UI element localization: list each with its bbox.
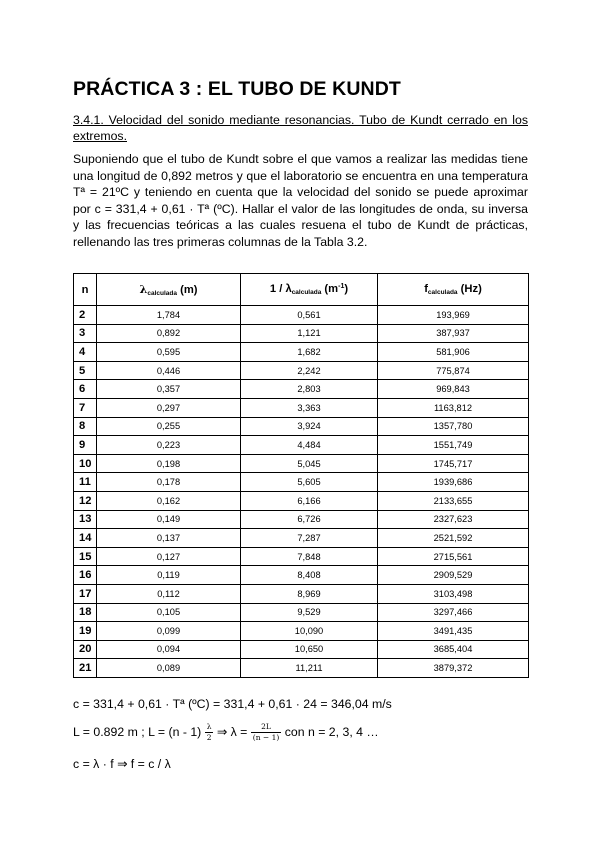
cell-inverse-lambda: 10,650: [241, 640, 378, 659]
cell-frequency: 1357,780: [378, 417, 529, 436]
cell-frequency: 1745,717: [378, 454, 529, 473]
table-row: [74, 491, 529, 510]
cell-frequency: 3103,498: [378, 584, 529, 603]
cell-n: 13: [74, 510, 97, 529]
cell-lambda: 0,297: [97, 398, 241, 417]
cell-n: 8: [74, 417, 97, 436]
cell-n: 20: [74, 640, 97, 659]
cell-lambda: 0,089: [97, 659, 241, 678]
cell-inverse-lambda: 1,121: [241, 324, 378, 343]
cell-inverse-lambda: 7,848: [241, 547, 378, 566]
table-row: [74, 659, 529, 678]
cell-lambda: 0,105: [97, 603, 241, 622]
cell-n: 4: [74, 343, 97, 362]
cell-inverse-lambda: 2,803: [241, 380, 378, 399]
table-row: [74, 547, 529, 566]
cell-frequency: 2715,561: [378, 547, 529, 566]
wavelength-equation: L = 0.892 m ; L = (n - 1) $\frac{\lambda}{2}$ ⇒ λ = $\frac{2L}{(n - 1)}$ con n = 2, 3, 4 …: [73, 722, 379, 742]
cell-n: 18: [74, 603, 97, 622]
cell-n: 17: [74, 584, 97, 603]
table-header-row: [74, 274, 529, 306]
cell-inverse-lambda: 8,408: [241, 566, 378, 585]
table-row: [74, 603, 529, 622]
cell-lambda: 0,099: [97, 622, 241, 641]
cell-n: 9: [74, 436, 97, 455]
table-row: [74, 510, 529, 529]
page-title: PRÁCTICA 3 : EL TUBO DE KUNDT: [73, 78, 401, 100]
cell-lambda: 0,198: [97, 454, 241, 473]
header-inverse-lambda: $1 / \lambda_{calculada}$ $(m^{-1})$: [241, 274, 378, 306]
cell-frequency: 2327,623: [378, 510, 529, 529]
problem-statement: Suponiendo que el tubo de Kundt sobre el que vamos a realizar las medidas tiene una longitud de 0,892 metros y que el laboratorio se encuentra en una temperatura Tª = 21ºC y teniendo en cuenta que la velocidad del sonido se puede aproximar por c = 331,4 + 0,61 · Tª (ºC). Hallar el valor de las longitudes de onda, su inversa y las frecuencias teóricas a las cuales resuena el tubo de Kundt de prácticas, rellenando las tres primeras columnas de la Tabla 3.2.: [73, 152, 528, 249]
cell-n: 21: [74, 659, 97, 678]
header-n: n: [74, 274, 97, 306]
cell-inverse-lambda: 0,561: [241, 306, 378, 325]
cell-lambda: 0,149: [97, 510, 241, 529]
cell-inverse-lambda: 6,166: [241, 491, 378, 510]
cell-lambda: 0,127: [97, 547, 241, 566]
cell-inverse-lambda: 11,211: [241, 659, 378, 678]
cell-inverse-lambda: 6,726: [241, 510, 378, 529]
cell-frequency: 2133,655: [378, 491, 529, 510]
cell-frequency: 775,874: [378, 361, 529, 380]
cell-n: 6: [74, 380, 97, 399]
cell-frequency: 3491,435: [378, 622, 529, 641]
cell-n: 16: [74, 566, 97, 585]
cell-lambda: 0,446: [97, 361, 241, 380]
cell-inverse-lambda: 8,969: [241, 584, 378, 603]
table-row: [74, 454, 529, 473]
cell-lambda: 0,178: [97, 473, 241, 492]
section-heading: 3.4.1. Velocidad del sonido mediante resonancias. Tubo de Kundt cerrado en los extremos.: [73, 113, 528, 143]
cell-frequency: 969,843: [378, 380, 529, 399]
table-row: [74, 584, 529, 603]
cell-inverse-lambda: 4,484: [241, 436, 378, 455]
sound-speed-equation: c = 331,4 + 0,61 · Tª (ºC) = 331,4 + 0,61 · 24 = 346,04 m/s: [73, 697, 392, 711]
header-lambda: $\lambda_{calculada}$ (m): [97, 274, 241, 306]
cell-frequency: 2521,592: [378, 529, 529, 548]
cell-lambda: 0,595: [97, 343, 241, 362]
cell-inverse-lambda: 7,287: [241, 529, 378, 548]
cell-lambda: 0,357: [97, 380, 241, 399]
table-row: [74, 361, 529, 380]
table-row: [74, 473, 529, 492]
table-row: [74, 306, 529, 325]
cell-lambda: 0,137: [97, 529, 241, 548]
table-row: [74, 640, 529, 659]
cell-n: 19: [74, 622, 97, 641]
cell-n: 11: [74, 473, 97, 492]
cell-n: 14: [74, 529, 97, 548]
cell-lambda: 0,892: [97, 324, 241, 343]
cell-inverse-lambda: 9,529: [241, 603, 378, 622]
fraction-lambda-over-2: $\frac{\lambda}{2}$: [206, 722, 212, 742]
cell-lambda: 0,119: [97, 566, 241, 585]
header-frequency: $f_{calculada}$ (Hz): [378, 274, 529, 306]
table-row: [74, 622, 529, 641]
cell-lambda: 0,255: [97, 417, 241, 436]
cell-frequency: 193,969: [378, 306, 529, 325]
cell-lambda: 0,112: [97, 584, 241, 603]
cell-frequency: 2909,529: [378, 566, 529, 585]
cell-inverse-lambda: 5,045: [241, 454, 378, 473]
cell-inverse-lambda: 5,605: [241, 473, 378, 492]
table-row: [74, 343, 529, 362]
cell-lambda: 1,784: [97, 306, 241, 325]
table-row: [74, 566, 529, 585]
table-row: [74, 529, 529, 548]
cell-n: 3: [74, 324, 97, 343]
cell-n: 12: [74, 491, 97, 510]
frequency-equation: c = λ · f ⇒ f = c / λ: [73, 757, 171, 771]
cell-inverse-lambda: 3,363: [241, 398, 378, 417]
cell-frequency: 3297,466: [378, 603, 529, 622]
table-row: [74, 380, 529, 399]
cell-n: 2: [74, 306, 97, 325]
cell-n: 7: [74, 398, 97, 417]
cell-inverse-lambda: 10,090: [241, 622, 378, 641]
cell-frequency: 3879,372: [378, 659, 529, 678]
table-row: [74, 398, 529, 417]
cell-frequency: 1163,812: [378, 398, 529, 417]
table-row: [74, 324, 529, 343]
fraction-2l-over-n-minus-1: $\frac{2L}{(n - 1)}$: [252, 722, 280, 742]
cell-n: 10: [74, 454, 97, 473]
cell-lambda: 0,223: [97, 436, 241, 455]
cell-inverse-lambda: 3,924: [241, 417, 378, 436]
cell-frequency: 581,906: [378, 343, 529, 362]
table-row: [74, 436, 529, 455]
cell-frequency: 3685,404: [378, 640, 529, 659]
table-row: [74, 417, 529, 436]
cell-lambda: 0,094: [97, 640, 241, 659]
cell-frequency: 387,937: [378, 324, 529, 343]
cell-inverse-lambda: 2,242: [241, 361, 378, 380]
cell-frequency: 1939,686: [378, 473, 529, 492]
results-table: [73, 273, 529, 678]
cell-n: 15: [74, 547, 97, 566]
cell-n: 5: [74, 361, 97, 380]
cell-frequency: 1551,749: [378, 436, 529, 455]
cell-lambda: 0,162: [97, 491, 241, 510]
cell-inverse-lambda: 1,682: [241, 343, 378, 362]
